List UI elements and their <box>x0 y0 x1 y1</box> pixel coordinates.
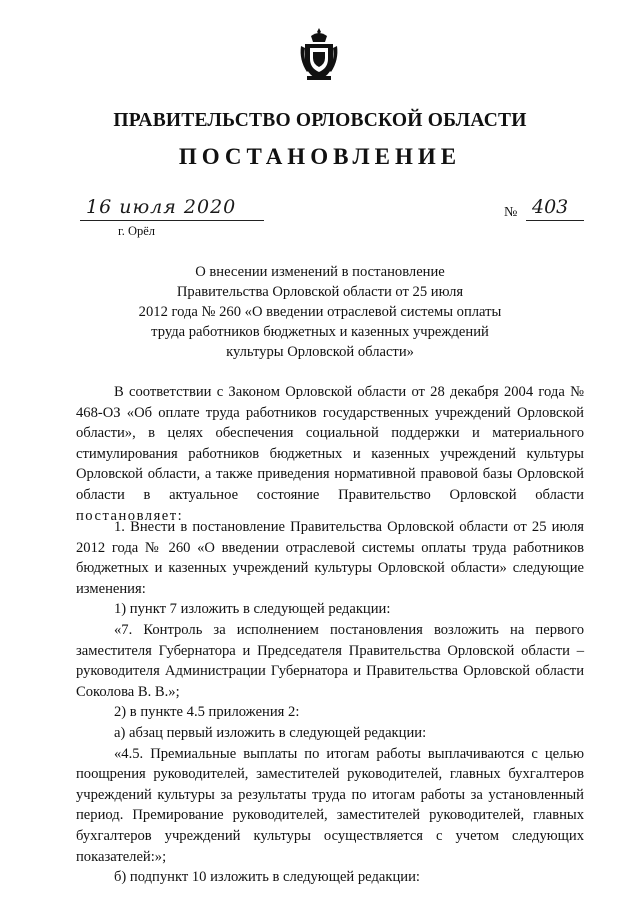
subject-line: 2012 года № 260 «О введении отраслевой системы оплаты <box>138 304 502 320</box>
city-label: г. Орёл <box>118 224 156 238</box>
handwritten-number: 403 <box>532 196 569 218</box>
number-label: № <box>504 205 518 220</box>
subject-line: культуры Орловской области» <box>226 344 414 360</box>
document-body <box>76 517 584 888</box>
number-underline <box>526 220 584 221</box>
document-subject <box>100 262 540 362</box>
body-paragraph: 1) пункт 7 изложить в следующей редакции: <box>114 601 391 618</box>
resolves-word: постановляет: <box>76 507 184 524</box>
body-paragraph: «7. Контроль за исполнением постановления возложить на первого заместителя Губернатора и Председателя Правительства Орловской области – руководителя Администрации Губернатора и Правительства Орловской области Соколова В. В.»; <box>76 621 584 700</box>
body-paragraph: 1. Внести в постановление Правительства Орловской области от 25 июля 2012 года № 260 «О введении отраслевой системы оплаты труда работников бюджетных и казенных учреждений культуры Орловской области» следующие изменения: <box>76 519 584 597</box>
subject-line: Правительства Орловской области от 25 июля <box>176 284 464 300</box>
body-paragraph: 2) в пункте 4.5 приложения 2: <box>114 704 300 721</box>
date-underline <box>80 220 264 221</box>
body-paragraph: б) подпункт 10 изложить в следующей редакции: <box>114 869 420 886</box>
handwritten-date: 16 июля 2020 <box>86 196 237 218</box>
document-type: ПОСТАНОВЛЕНИЕ <box>178 144 462 169</box>
preamble <box>76 382 584 526</box>
body-paragraph: а) абзац первый изложить в следующей редакции: <box>114 724 427 741</box>
preamble-paragraph <box>76 382 584 526</box>
body-paragraph: «4.5. Премиальные выплаты по итогам работы выплачиваются с целью поощрения руководителей, заместителей руководителей, главных бухгалтеров учреждений культуры за результаты труда по итогам работы за установленный период. Премирование руководителей, заместителей руководителей, главных бухгалтеров учреждений культуры осуществляется с учетом следующих показателей:»; <box>76 745 584 865</box>
preamble-text: В соответствии с Законом Орловской области от 28 декабря 2004 года № 468-ОЗ «Об оплате труда работников государственных учреждений Орловской области», в целях обеспечения социальной поддержки и материального стимулирования работников бюджетных и казенных учреждений культуры Орловской области, а также приведения нормативной правовой базы Орловской области в актуальное состояние Правительство Орловской области <box>76 384 584 503</box>
subject-line: труда работников бюджетных и казенных учреждений <box>151 324 489 340</box>
coat-of-arms-icon <box>299 26 339 82</box>
organization-title: ПРАВИТЕЛЬСТВО ОРЛОВСКОЙ ОБЛАСТИ <box>113 110 527 131</box>
subject-line: О внесении изменений в постановление <box>195 264 445 280</box>
